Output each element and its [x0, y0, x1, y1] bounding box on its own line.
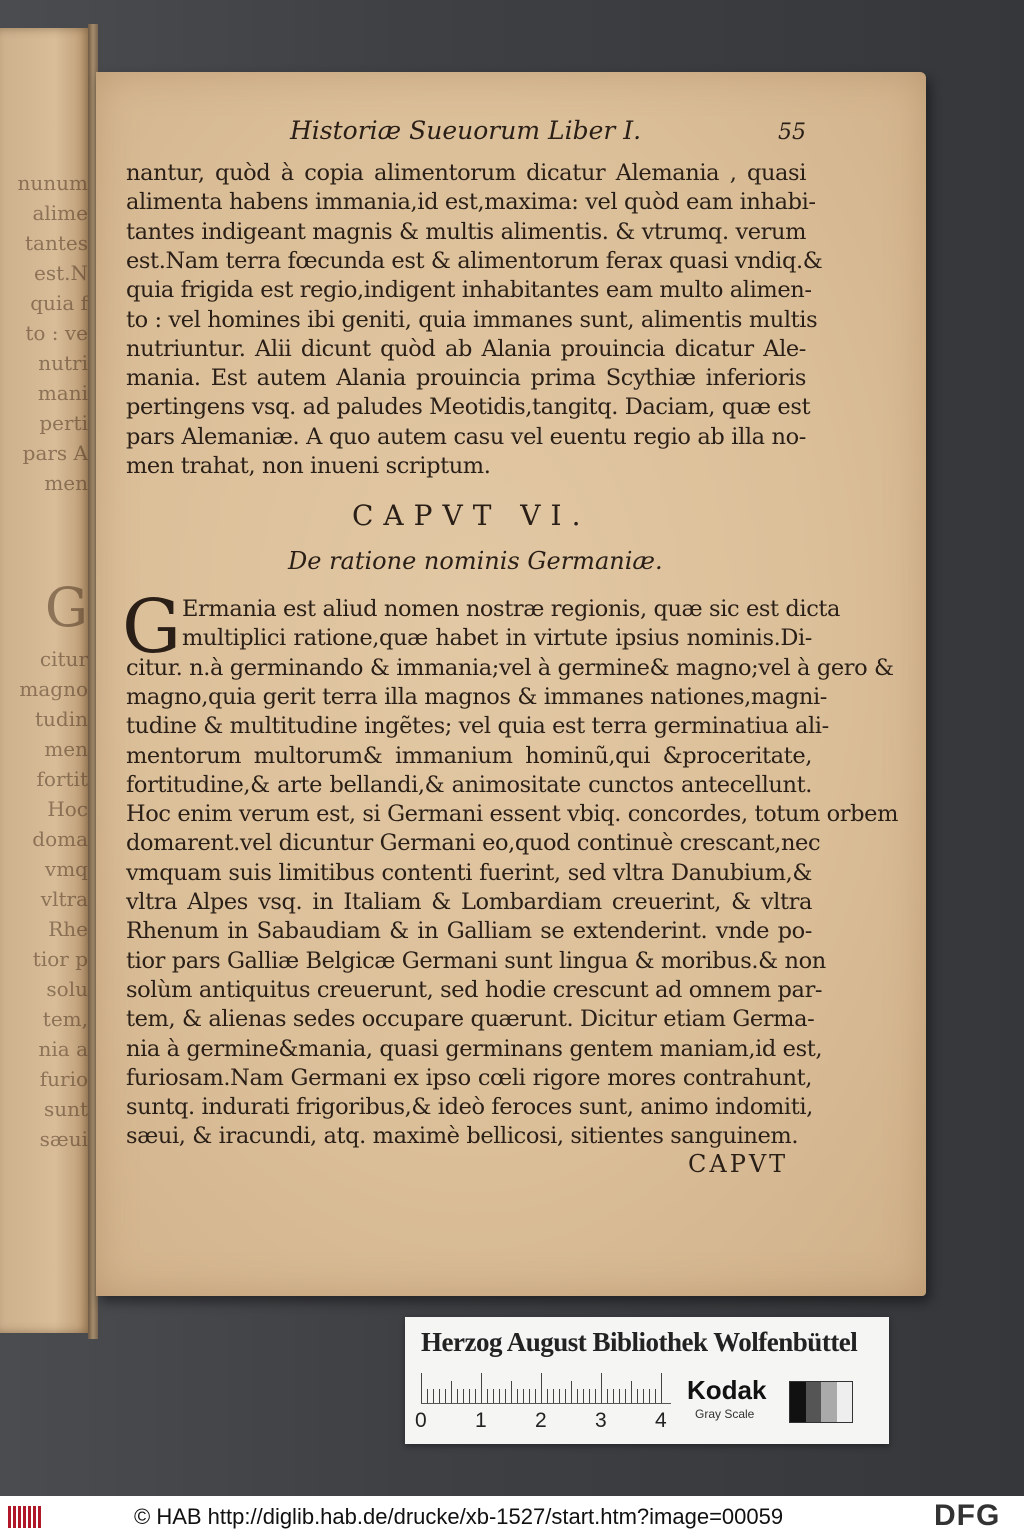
text-line: tudine & multitudine ingẽtes; vel quia est terra germinatiua ali- [126, 713, 829, 740]
text-line: furiosam.Nam Germani ex ipso cœli rigore mores contrahunt, [126, 1064, 812, 1091]
ruler-tick [589, 1389, 590, 1403]
text-line: tior pars Galliæ Belgicæ Germani sunt lingua & moribus.& non [126, 947, 826, 974]
previous-page-text [0, 168, 88, 1154]
previous-page-fragment: fortit [36, 767, 88, 791]
text-line: vmquam suis limitibus contenti fuerint, sed vltra Danubium,& [126, 859, 812, 886]
previous-page-fragment: men [44, 737, 88, 761]
text-line: alimenta habens immania,id est,maxima: vel quòd eam inhabi- [126, 189, 816, 216]
ruler-tick [469, 1389, 470, 1403]
drop-cap: G [122, 584, 182, 670]
text-line: magno,quia gerit terra illa magnos & immanes nationes,magni- [126, 683, 827, 710]
ruler-tick [427, 1389, 428, 1403]
previous-page-fragment: men [44, 471, 88, 495]
previous-page-fragment: citur [39, 647, 88, 671]
ruler-tick [541, 1373, 542, 1403]
ruler-tick [631, 1381, 632, 1403]
text-line: nia à germine&mania, quasi germinans gentem maniam,id est, [126, 1035, 823, 1062]
ruler-tick [517, 1389, 518, 1403]
kodak-logo: Kodak [687, 1375, 767, 1405]
ruler-tick [559, 1389, 560, 1403]
ruler-tick [655, 1389, 656, 1403]
previous-page-fragment: tantes [25, 231, 88, 255]
previous-page-fragment: est.N [34, 261, 88, 285]
text-line: nantur, quòd à copia alimentorum dicatur Alemania , quasi [126, 160, 806, 186]
previous-page-fragment: solu [46, 977, 88, 1001]
library-label [405, 1317, 889, 1444]
ruler-tick [481, 1373, 482, 1403]
ruler-tick [625, 1389, 626, 1403]
ruler-tick [553, 1389, 554, 1403]
ruler-tick [595, 1389, 596, 1403]
previous-page-fragment: nia a [38, 1037, 88, 1061]
text-line: tem, & alienas sedes occupare quærunt. Dicitur etiam Germa- [126, 1006, 815, 1033]
previous-page-fragment: Hoc [47, 797, 88, 821]
text-line: multiplici ratione,quæ habet in virtute ipsius nominis.Di- [182, 625, 812, 652]
ruler-tick [643, 1389, 644, 1403]
ruler-tick [565, 1389, 566, 1403]
ruler-tick [475, 1389, 476, 1403]
ruler-tick [463, 1389, 464, 1403]
previous-page-fragment: sæui [39, 1127, 88, 1151]
previous-page-fragment: Rhe [48, 917, 88, 941]
ruler-tick [619, 1389, 620, 1403]
hab-logo-icon [8, 1506, 42, 1528]
previous-page-fragment: tudin [35, 707, 88, 731]
previous-page-fragment: tior p [32, 947, 88, 971]
ruler-tick [499, 1389, 500, 1403]
library-name: Herzog August Bibliothek Wolfenbüttel [421, 1327, 858, 1357]
ruler-tick [601, 1373, 602, 1403]
previous-page-fragment: doma [32, 827, 88, 851]
previous-page-fragment: mani [37, 381, 88, 405]
ruler-tick [445, 1389, 446, 1403]
previous-page-fragment: tem, [42, 1007, 88, 1031]
ruler-tick [571, 1381, 572, 1403]
text-line: men trahat, non inueni scriptum. [126, 453, 491, 479]
scale-number: 1 [475, 1409, 487, 1432]
ruler-tick [613, 1389, 614, 1403]
text-line: Hoc enim verum est, si Germani essent vbiq. concordes, totum orbem [126, 801, 899, 828]
ruler-tick [661, 1373, 662, 1403]
text-line: pars Alemaniæ. A quo autem casu vel euentu regio ab illa no- [126, 423, 806, 450]
catchword: CAPVT [688, 1150, 789, 1178]
ruler-tick [487, 1389, 488, 1403]
gray-swatches [789, 1381, 853, 1423]
previous-page-fragment: pars A [22, 441, 88, 465]
chapter-subtitle: De ratione nominis Germaniæ. [288, 547, 663, 575]
text-line: quia frigida est regio,indigent inhabitantes eam multo alimen- [126, 277, 812, 304]
previous-page-fragment: vltra [40, 887, 88, 911]
previous-page-fragment: to : ve [25, 321, 88, 345]
scale-number: 3 [595, 1409, 607, 1432]
ruler-tick [577, 1389, 578, 1403]
text-line: solùm antiquitus creuerunt, sed hodie crescunt ad omnem par- [126, 976, 823, 1003]
text-line: tantes indigeant magnis & multis alimentis. & vtrumq. verum [126, 218, 807, 245]
previous-page-fragment: alime [32, 201, 88, 225]
text-line: fortitudine,& arte bellandi,& animositate cunctos antecellunt. [126, 771, 812, 798]
ruler-tick [421, 1373, 422, 1403]
previous-page-fragment: nunum [17, 171, 88, 195]
ruler-tick [493, 1389, 494, 1403]
text-line: to : vel homines ibi geniti, quia immanes sunt, alimentis multis [126, 306, 818, 333]
ruler-tick [451, 1381, 452, 1403]
page-number: 55 [778, 120, 806, 145]
scale-ruler [421, 1373, 671, 1404]
running-head: Historiæ Sueuorum Liber I. [290, 116, 642, 145]
previous-page-fragment: perti [39, 411, 88, 435]
text-line: est.Nam terra fœcunda est & alimentorum ferax quasi vndiq.& [126, 247, 823, 274]
ruler-tick [457, 1389, 458, 1403]
ruler-tick [511, 1381, 512, 1403]
ruler-tick [523, 1389, 524, 1403]
text-line: pertingens vsq. ad paludes Meotidis,tangitq. Daciam, quæ est [126, 394, 811, 421]
ruler-tick [649, 1389, 650, 1403]
ruler-tick [433, 1389, 434, 1403]
text-line: vltra Alpes vsq. in Italiam & Lombardiam creuerint, & vltra [126, 889, 812, 915]
scale-number: 2 [535, 1409, 547, 1432]
ruler-tick [607, 1389, 608, 1403]
ruler-tick [583, 1389, 584, 1403]
text-line: nutriuntur. Alii dicunt quòd ab Alania prouincia dicatur Ale- [126, 335, 806, 362]
text-line: suntq. indurati frigoribus,& ideò feroces sunt, animo indomiti, [126, 1094, 813, 1121]
text-line: mentorum multorum& immanium hominũ,qui &proceritate, [126, 742, 812, 769]
source-url[interactable]: © HAB http://diglib.hab.de/drucke/xb-1527/start.htm?image=00059 [134, 1504, 784, 1529]
previous-page-fragment: magno [19, 677, 88, 701]
ruler-tick [535, 1389, 536, 1403]
previous-page-fragment: vmq [44, 857, 88, 881]
previous-page-fragment: G [44, 576, 88, 639]
text-line: citur. n.à germinando & immania;vel à germine& magno;vel à gero & [126, 654, 894, 681]
dfg-logo: DFG [934, 1499, 1001, 1532]
text-line: domarent.vel dicuntur Germani eo,quod continuè crescant,nec [126, 830, 821, 857]
text-line: sæui, & iracundi, atq. maximè bellicosi, sitientes sanguinem. [126, 1123, 799, 1150]
previous-page-edge [0, 28, 92, 1333]
ruler-tick [439, 1389, 440, 1403]
chapter-heading: CAPVT VI. [352, 499, 591, 532]
ruler-tick [637, 1389, 638, 1403]
previous-page-fragment: quia f [30, 291, 88, 315]
footer-bar [0, 1496, 1024, 1537]
previous-page-fragment: sunt [43, 1097, 88, 1121]
text-line: mania. Est autem Alania prouincia prima Scythiæ inferioris [126, 365, 806, 392]
scale-number: 4 [655, 1409, 667, 1432]
gray-scale-text: Gray Scale [695, 1407, 755, 1421]
text-line: Rhenum in Sabaudiam & in Galliam se extenderint. vnde po- [126, 918, 812, 945]
ruler-tick [505, 1389, 506, 1403]
ruler-tick [529, 1389, 530, 1403]
text-line: Ermania est aliud nomen nostræ regionis, quæ sic est dicta [182, 596, 841, 622]
ruler-tick [547, 1389, 548, 1403]
previous-page-fragment: furio [39, 1067, 88, 1091]
previous-page-fragment: nutri [38, 351, 88, 375]
scale-number: 0 [415, 1409, 427, 1432]
